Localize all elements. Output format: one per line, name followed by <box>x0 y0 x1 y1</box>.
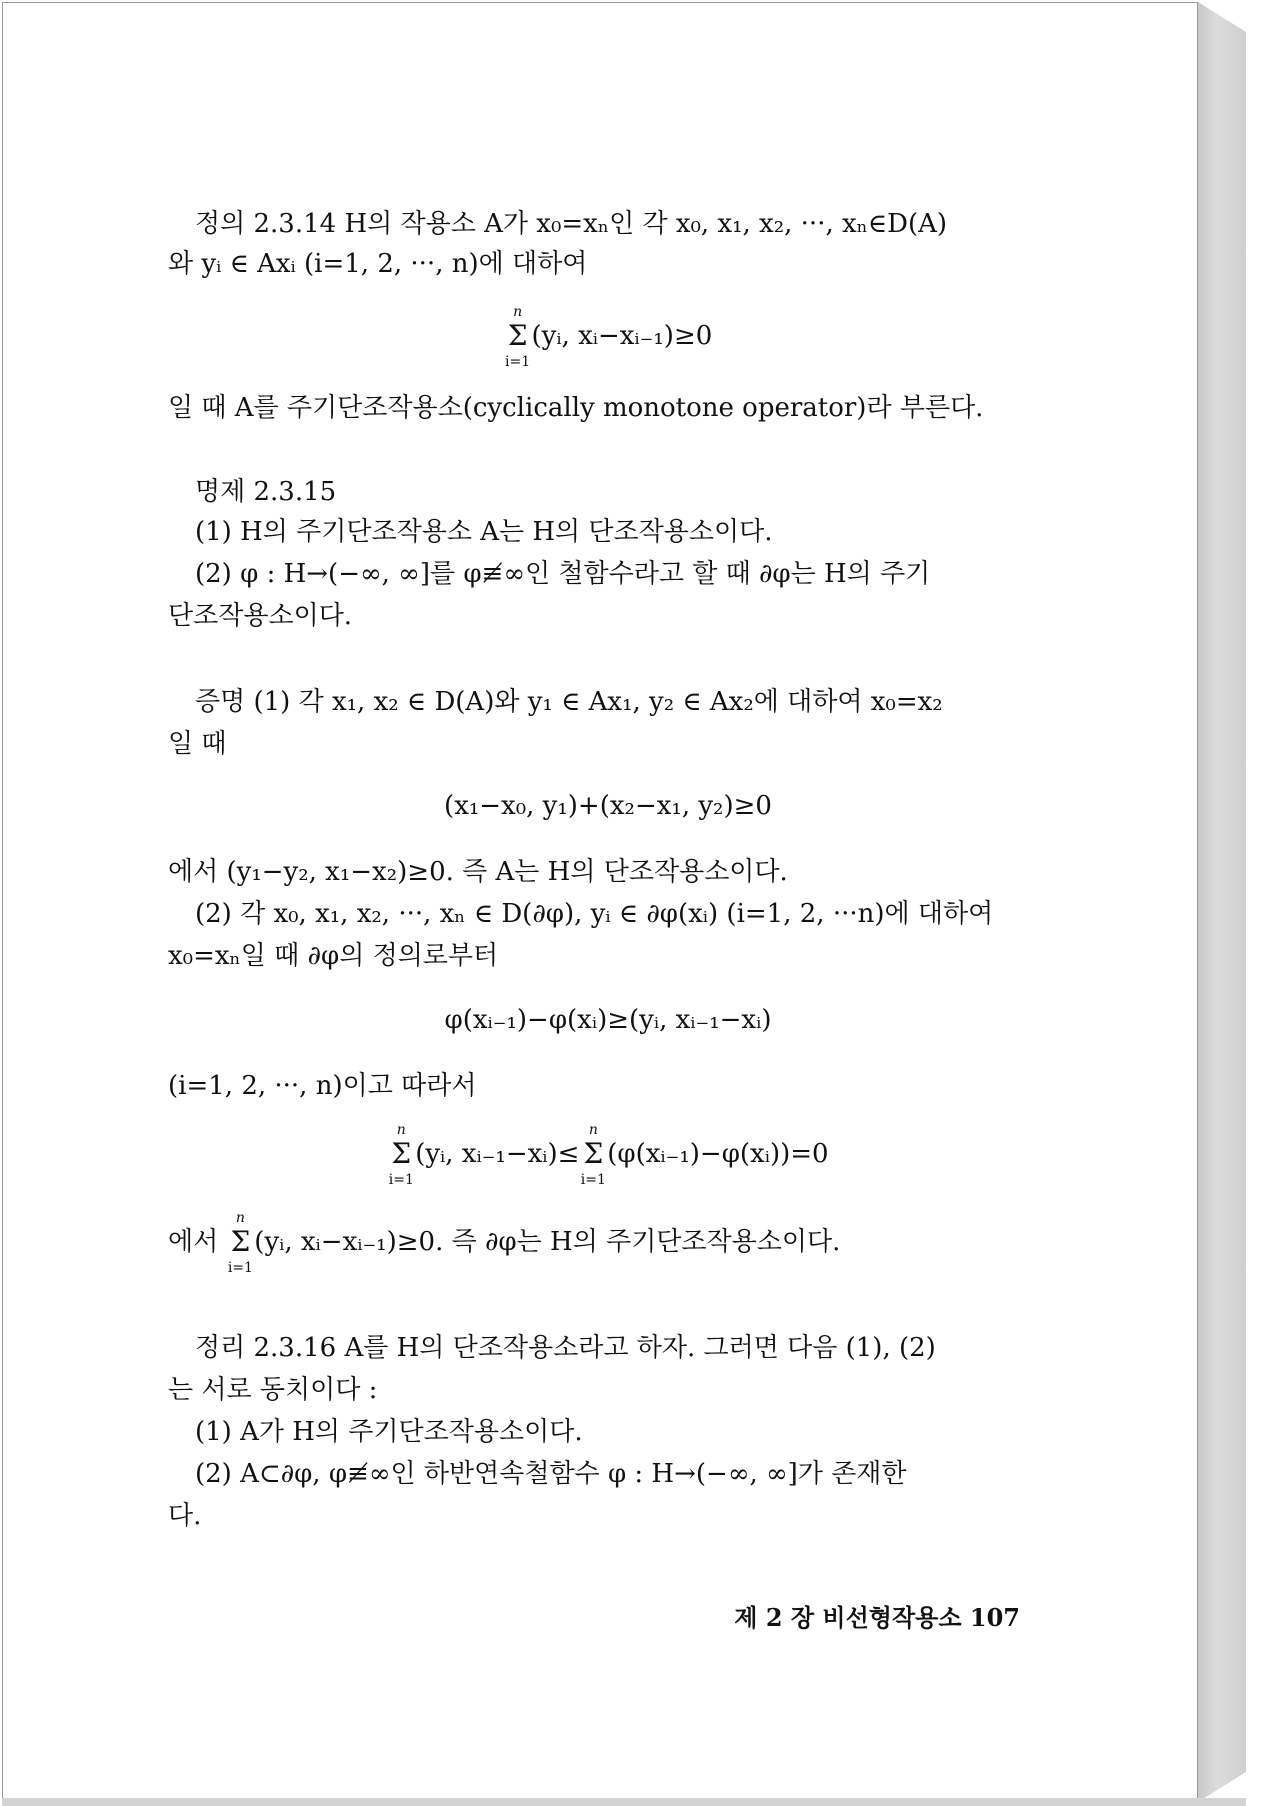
proof-line-5: x₀=xₙ일 때 ∂φ의 정의로부터 <box>168 941 499 971</box>
theorem-item-2-cont: 다. <box>168 1501 202 1531</box>
sum-lower-limit: i=1 <box>388 1172 414 1188</box>
proof-line-6: (i=1, 2, ···, n)이고 따라서 <box>168 1071 477 1101</box>
proof-line-1: 증명 (1) 각 x₁, x₂ ∈ D(A)와 y₁ ∈ Ax₁, y₂ ∈ Ax₂에 대하여 x₀=x₂ <box>195 687 943 717</box>
theorem-line-1: 정리 2.3.16 A를 H의 단조작용소라고 하자. 그러면 다음 (1), (2) <box>195 1333 936 1363</box>
sum-lower-limit: i=1 <box>227 1260 253 1276</box>
theorem-item-2: (2) A⊂∂φ, φ≢∞인 하반연속철함수 φ : H→(−∞, ∞]가 존재한 <box>195 1459 907 1489</box>
proposition-item-2: (2) φ : H→(−∞, ∞]를 φ≢∞인 철함수라고 할 때 ∂φ는 H의 주기 <box>195 559 931 589</box>
definition-line-3: 일 때 A를 주기단조작용소(cyclically monotone operator)라 부른다. <box>168 393 984 423</box>
formula-text: (yᵢ, xᵢ−xᵢ₋₁)≥0 <box>531 321 713 351</box>
proposition-item-1: (1) H의 주기단조작용소 A는 H의 단조작용소이다. <box>195 517 773 547</box>
sum-symbol: Σ <box>583 1137 604 1170</box>
formula-text-left: (yᵢ, xᵢ₋₁−xᵢ)≤ <box>415 1139 580 1169</box>
sum-upper-limit: n <box>396 1122 406 1138</box>
sum-upper-limit: n <box>235 1210 245 1226</box>
proof-formula-2: φ(xᵢ₋₁)−φ(xᵢ)≥(yᵢ, xᵢ₋₁−xᵢ) <box>444 1005 772 1035</box>
summation-sign <box>579 1122 607 1188</box>
proposition-item-2-cont: 단조작용소이다. <box>168 601 353 631</box>
proof-formula-1: (x₁−x₀, y₁)+(x₂−x₁, y₂)≥0 <box>444 791 772 821</box>
theorem-line-2: 는 서로 동치이다 : <box>168 1375 378 1405</box>
sum-lower-limit: i=1 <box>505 354 531 370</box>
sum-upper-limit: n <box>513 304 523 320</box>
proof-line-4: (2) 각 x₀, x₁, x₂, ···, xₙ ∈ D(∂φ), yᵢ ∈ ∂φ(xᵢ) (i=1, 2, ···n)에 대하여 <box>195 899 994 929</box>
definition-formula <box>168 304 1048 370</box>
formula-text-right: (φ(xᵢ₋₁)−φ(xᵢ))=0 <box>607 1139 829 1169</box>
proposition-heading: 명제 2.3.15 <box>195 477 337 507</box>
proof-formula-3 <box>168 1122 1048 1188</box>
page-footer: 제 2 장 비선형작용소 107 <box>734 1603 1020 1632</box>
theorem-item-1: (1) A가 H의 주기단조작용소이다. <box>195 1417 583 1447</box>
summation-sign <box>504 304 532 370</box>
sum-symbol: Σ <box>507 319 528 352</box>
proof-line-2: 일 때 <box>168 729 227 759</box>
summation-sign <box>387 1122 415 1188</box>
page-edge-bottom <box>2 1798 1246 1806</box>
proof-conclusion <box>168 1210 841 1276</box>
definition-line-2: 와 yᵢ ∈ Axᵢ (i=1, 2, ···, n)에 대하여 <box>168 249 588 279</box>
sum-lower-limit: i=1 <box>580 1172 606 1188</box>
proof-conclusion-prefix: 에서 <box>168 1227 219 1257</box>
sum-symbol: Σ <box>230 1225 251 1258</box>
proof-line-3: 에서 (y₁−y₂, x₁−x₂)≥0. 즉 A는 H의 단조작용소이다. <box>168 857 788 887</box>
page-edge-right <box>1198 2 1246 1802</box>
definition-line-1: 정의 2.3.14 H의 작용소 A가 x₀=xₙ인 각 x₀, x₁, x₂, ···, xₙ∈D(A) <box>195 209 948 239</box>
proof-conclusion-text: (yᵢ, xᵢ−xᵢ₋₁)≥0. 즉 ∂φ는 H의 주기단조작용소이다. <box>254 1227 841 1257</box>
summation-sign <box>227 1210 255 1276</box>
sum-upper-limit: n <box>588 1122 598 1138</box>
sum-symbol: Σ <box>391 1137 412 1170</box>
